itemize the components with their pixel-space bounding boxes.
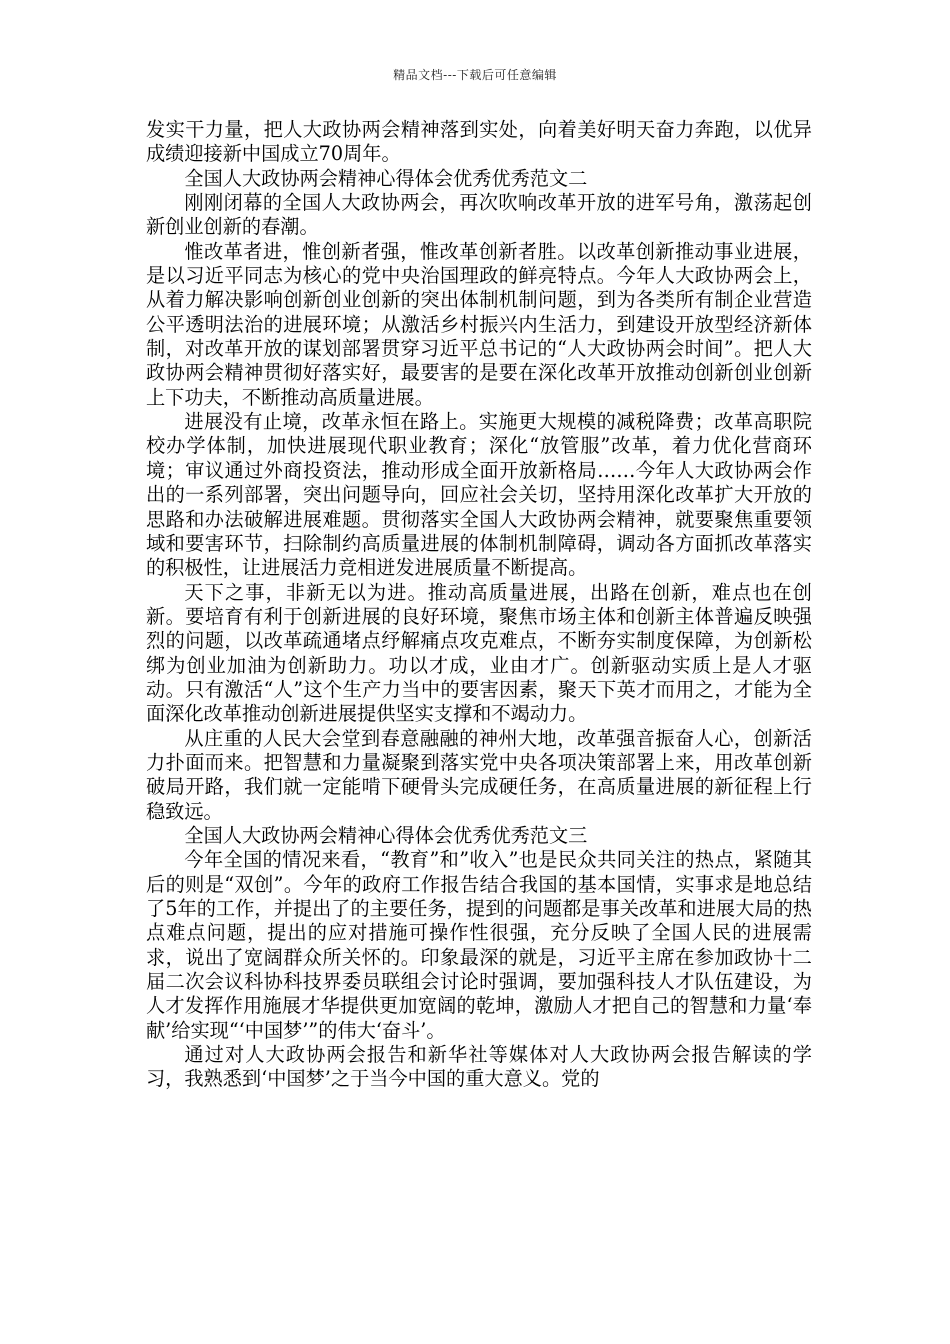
paragraph: 惟改革者进，惟创新者强，惟改革创新者胜。以改革创新推动事业进展，是以习近平同志为核心的党中央治国理政的鲜亮特点。今年人大政协两会上，从着力解决影响创新创业创新的突出体制机制问题，到为各类所有制企业营造公平透明法治的进展环境；从激活乡村振兴内生活力，到建设开放型经济新体制，对改革开放的谋划部署贯穿习近平总书记的“人大政协两会时间”。把人大政协两会精神贯彻好落实好，最要害的是要在深化改革开放推动创新创业创新上下功夫，不断推动高质量进展。 xyxy=(146,239,812,409)
page-header: 精品文档---下载后可任意编辑 xyxy=(393,68,557,82)
paragraph: 进展没有止境，改革永恒在路上。实施更大规模的减税降费；改革高职院校办学体制，加快进展现代职业教育；深化“放管服”改革，着力优化营商环境；审议通过外商投资法，推动形成全面开放新格局……今年人大政协两会作出的一系列部署，突出问题导向，回应社会关切，坚持用深化改革扩大开放的思路和办法破解进展难题。贯彻落实全国人大政协两会精神，就要聚焦重要领域和要害环节，扫除制约高质量进展的体制机制障碍，调动各方面抓改革落实的积极性，让进展活力竞相迸发进展质量不断提高。 xyxy=(146,410,812,580)
paragraph-continuation: 发实干力量，把人大政协两会精神落到实处，向着美好明天奋力奔跑，以优异成绩迎接新中国成立70周年。 xyxy=(146,118,812,166)
paragraph: 从庄重的人民大会堂到春意融融的神州大地，改革强音振奋人心，创新活力扑面而来。把智慧和力量凝聚到落实党中央各项决策部署上来，用改革创新破局开路，我们就一定能啃下硬骨头完成硬任务，在高质量进展的新征程上行稳致远。 xyxy=(146,726,812,823)
section-heading: 全国人大政协两会精神心得体会优秀优秀范文二 xyxy=(184,166,588,190)
document-body xyxy=(146,118,812,1092)
paragraph: 今年全国的情况来看，“教育”和”收入”也是民众共同关注的热点，紧随其后的则是“双创”。今年的政府工作报告结合我国的基本国情，实事求是地总结了5年的工作，并提出了的主要任务，提到的问题都是事关改革和进展大局的热点难点问题，提出的应对措施可操作性很强，充分反映了全国人民的进展需求，说出了宽阔群众所关怀的。印象最深的就是，习近平主席在参加政协十二届二次会议科协科技界委员联组会讨论时强调，要加强科技人才队伍建设，为人才发挥作用施展才华提供更加宽阔的乾坤，激励人才把自己的智慧和力量‘奉献’给实现“‘中国梦’”的伟大‘奋斗’。 xyxy=(146,848,812,1042)
section-heading: 全国人大政协两会精神心得体会优秀优秀范文三 xyxy=(184,823,588,847)
paragraph: 通过对人大政协两会报告和新华社等媒体对人大政协两会报告解读的学习，我熟悉到‘中国梦’之于当今中国的重大意义。党的 xyxy=(146,1043,812,1091)
paragraph: 天下之事，非新无以为进。推动高质量进展，出路在创新，难点也在创新。要培育有利于创新进展的良好环境，聚焦市场主体和创新主体普遍反映强烈的问题，以改革疏通堵点纾解痛点攻克难点，不断夯实制度保障，为创新松绑为创业加油为创新助力。功以才成，业由才广。创新驱动实质上是人才驱动。只有激活“人”这个生产力当中的要害因素，聚天下英才而用之，才能为全面深化改革推动创新进展提供坚实支撑和不竭动力。 xyxy=(146,580,812,726)
paragraph: 刚刚闭幕的全国人大政协两会，再次吹响改革开放的进军号角，激荡起创新创业创新的春潮。 xyxy=(146,191,812,239)
